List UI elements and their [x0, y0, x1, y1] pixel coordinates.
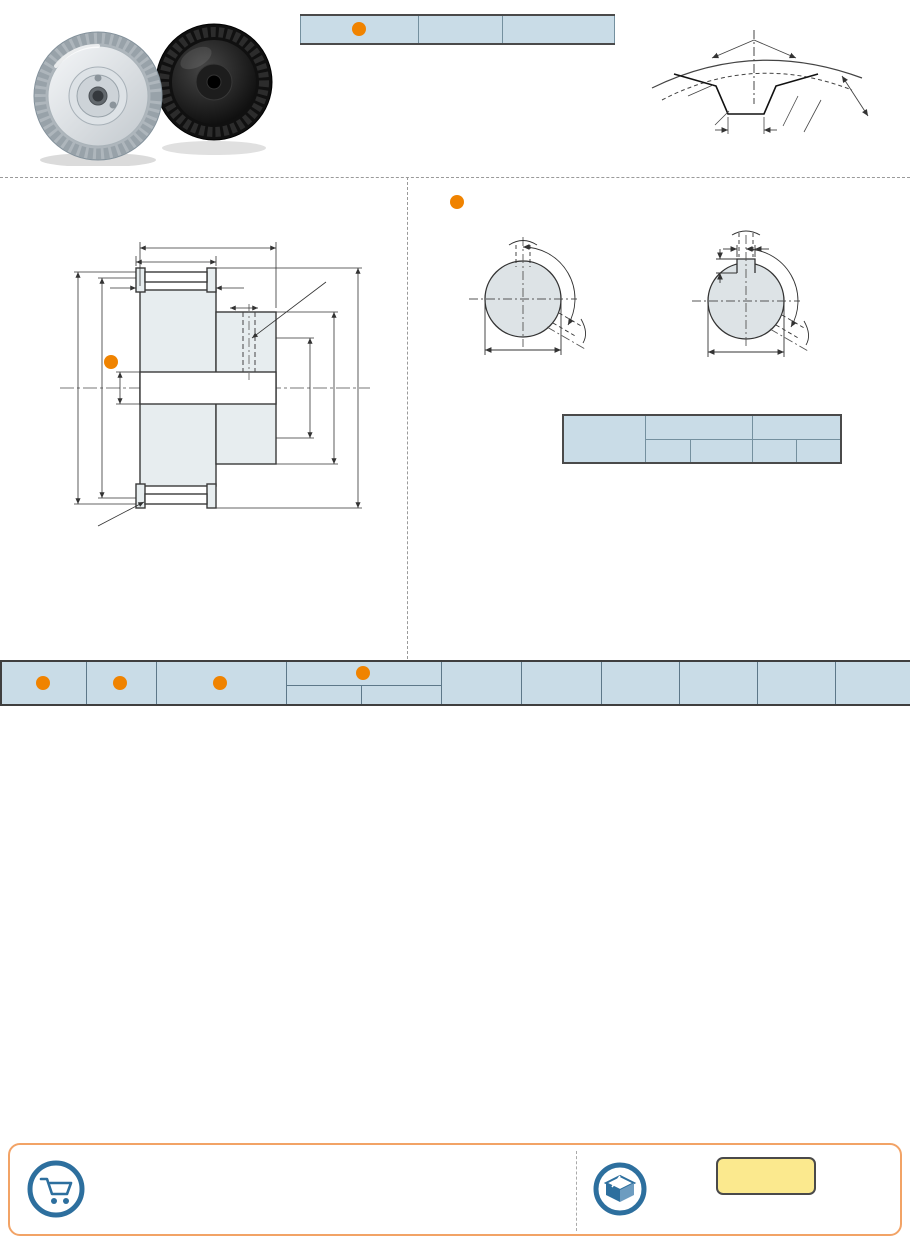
order-delivery-panel: [8, 1143, 902, 1236]
silver-pulley-photo: [34, 32, 162, 160]
black-pulley-photo: [156, 24, 272, 140]
keyway-col-b-tol: [690, 439, 752, 463]
hole-type-n: [638, 220, 878, 376]
step-5-badge: [356, 666, 370, 680]
col-header-F: [679, 661, 757, 705]
col-header-type-code: [1, 661, 86, 705]
keyway-col-t-tol: [796, 439, 841, 463]
horizontal-divider: [0, 177, 910, 178]
col-header-teeth: [86, 661, 156, 705]
panel-divider: [576, 1151, 577, 1231]
col-header-pd: [441, 661, 521, 705]
step-3-badge: [213, 676, 227, 690]
step-1-badge: [352, 22, 366, 36]
product-photo: [18, 8, 298, 166]
col-header-E: [757, 661, 835, 705]
step-2-badge: [113, 676, 127, 690]
col-header-width-code: [156, 661, 286, 705]
col-header-M: [835, 661, 910, 705]
material-table: [300, 14, 614, 45]
col-header-p: [286, 685, 361, 705]
stock-badge: [716, 1157, 816, 1195]
delivery-box-icon: [590, 1159, 650, 1219]
keyway-col-b-size: [645, 439, 690, 463]
keyway-col-b: [645, 415, 752, 439]
cart-icon: [24, 1157, 88, 1221]
hole-p-diagram: [423, 221, 628, 371]
step-4-badge: [450, 195, 464, 209]
pulley-section-drawing: [22, 212, 394, 557]
qr-code: [828, 1148, 890, 1210]
shaft-hole-section-heading: [450, 194, 466, 210]
keyway-table: [562, 414, 840, 464]
hole-type-p: [423, 220, 628, 376]
material-header-row: [301, 15, 615, 44]
step-1-badge: [36, 676, 50, 690]
keyway-col-t: [752, 415, 841, 439]
vertical-divider: [407, 177, 408, 659]
tooth-profile-diagram: [636, 4, 906, 178]
keyway-col-d: [563, 415, 645, 463]
material-col-material: [419, 15, 503, 44]
keyway-col-t-size: [752, 439, 796, 463]
col-header-od: [521, 661, 601, 705]
pulley-spec-table: [0, 660, 910, 706]
material-col-type: [301, 15, 419, 44]
material-col-surface: [503, 15, 615, 44]
col-header-D: [601, 661, 679, 705]
col-header-d: [286, 661, 441, 685]
col-header-n: [361, 685, 441, 705]
hole-n-diagram: [638, 221, 878, 371]
